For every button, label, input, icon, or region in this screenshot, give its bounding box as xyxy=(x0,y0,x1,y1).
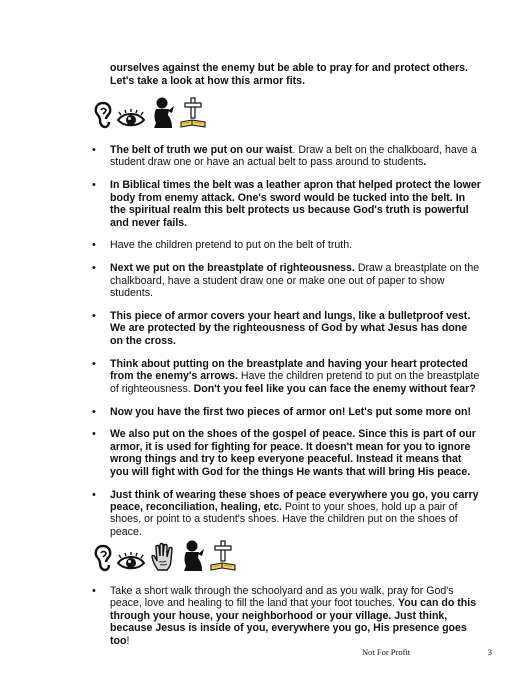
list-item xyxy=(90,179,482,229)
bold-text: In Biblical times the belt was a leather apron that helped protect the lower body from enemy attack. One's sword would be tucked into the belt. In the spiritual realm this belt protects us because God's truth is powerful and never fails. xyxy=(110,179,481,229)
list-item xyxy=(90,406,482,418)
list-item xyxy=(90,428,482,478)
bold-text: Now you have the first two pieces of armor on! Let's put some more on! xyxy=(110,405,471,418)
body-text: . Draw a belt on the chalkboard, have a student draw one or have an actual belt to pass around to students xyxy=(110,144,477,169)
bold-text: Just think of wearing these shoes of peace everywhere you go, you carry peace, reconciliation, healing, etc. xyxy=(110,488,479,513)
body-text: Have the children pretend to put on the belt of truth. xyxy=(110,239,353,252)
ear-icon xyxy=(94,544,112,572)
bold-text: Don't you feel like you can face the enemy without fear? xyxy=(193,382,476,395)
ear-icon xyxy=(94,101,112,129)
body-text: Take a short walk through the schoolyard and as you walk, pray for God's peace, love and healing to fill the land that your foot touches. xyxy=(110,585,454,610)
list-item xyxy=(90,262,482,299)
icon-row-2 xyxy=(94,540,236,572)
list-item xyxy=(90,144,482,169)
bold-text: We also put on the shoes of the gospel of peace. Since this is part of our armor, it is used for fighting for peace. It doesn't mean for you to ignore wrong things and try to keep everyone peaceful. Instead it means that you will fight with God for the things He wants that will bring His peace. xyxy=(110,428,476,478)
bold-text: Next we put on the breastplate of righteousness. xyxy=(110,262,355,275)
praying-child-icon xyxy=(150,97,176,129)
page-footer xyxy=(362,647,492,657)
praying-child-icon xyxy=(180,540,206,572)
cross-bible-icon xyxy=(180,97,206,129)
body-text: ! xyxy=(126,634,130,647)
body-text: Draw a breastplate on the chalkboard, have a student draw one or make one out of paper to show students. xyxy=(110,262,480,300)
footer-label: Not For Profit xyxy=(362,647,411,657)
list-item xyxy=(90,239,482,251)
bold-text: This piece of armor covers your heart and lungs, like a bulletproof vest. We are protected by the righteousness of God by what Jesus has done on the cross. xyxy=(110,310,471,347)
list-item xyxy=(90,310,482,347)
list-item xyxy=(90,585,482,647)
bold-text: You can do this through your house, your neighborhood or your village. Just think, because Jesus is inside of you, everywhere you go, His presence goes too xyxy=(110,597,477,647)
eye-icon xyxy=(116,109,146,129)
bullet-list-armor xyxy=(90,144,482,549)
body-text: Have the children pretend to put on the breastplate of righteousness. xyxy=(110,370,480,395)
cross-bible-icon xyxy=(210,540,236,572)
list-item xyxy=(90,358,482,395)
hand-icon xyxy=(150,542,176,572)
list-item xyxy=(90,489,482,539)
bold-text: Think about putting on the breastplate and having your heart protected from the enemy's arrows. xyxy=(110,357,468,383)
icon-row-1 xyxy=(94,97,206,129)
page-number: 3 xyxy=(487,647,492,657)
body-text: Point to your shoes, hold up a pair of shoes, or point to a student's shoes. Have the children put on the shoes of peace. xyxy=(110,500,458,538)
eye-icon xyxy=(116,552,146,572)
intro-paragraph: ourselves against the enemy but be able to pray for and protect others. Let's take a look at how this armor fits. xyxy=(110,62,468,87)
bold-text: . xyxy=(423,156,427,169)
bold-text: The belt of truth we put on our waist xyxy=(110,144,293,156)
